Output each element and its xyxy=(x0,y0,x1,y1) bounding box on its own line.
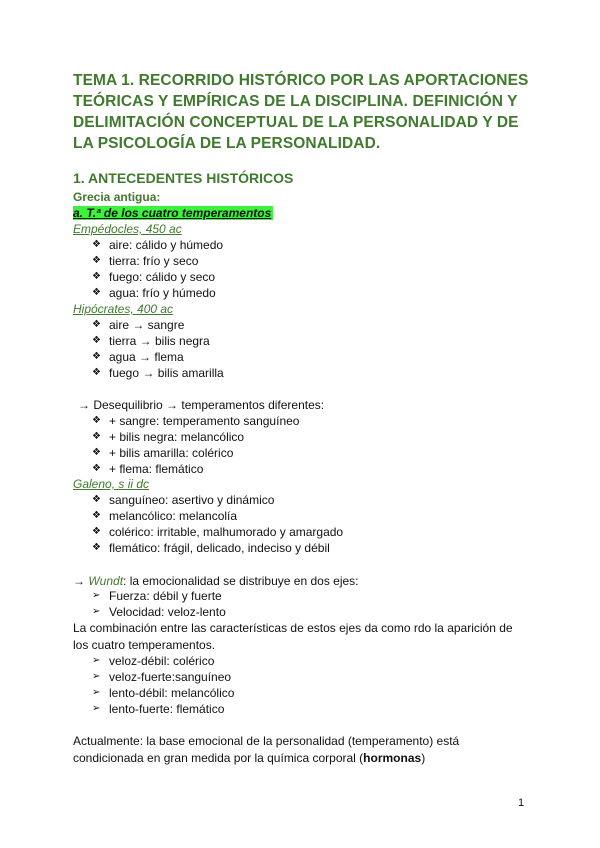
diamond-bullet-icon: ❖ xyxy=(92,415,101,426)
subheading: Grecia antigua: xyxy=(73,190,161,204)
arrowhead-bullet-icon: ➢ xyxy=(92,606,101,617)
list-item: ❖ fuego: cálido y seco xyxy=(92,270,216,284)
diamond-bullet-icon: ❖ xyxy=(92,271,101,282)
wundt-name: Wundt xyxy=(88,574,124,588)
list-item: ❖ tierra: frío y seco xyxy=(92,254,199,268)
empedocles-label: Empédocles, 450 ac xyxy=(73,222,182,236)
diamond-bullet-icon: ❖ xyxy=(92,319,101,330)
list-item: ❖ agua: frío y húmedo xyxy=(92,286,216,300)
diamond-bullet-icon: ❖ xyxy=(92,351,101,362)
list-item: ➢ veloz-fuerte:sanguíneo xyxy=(92,670,232,684)
arrowhead-bullet-icon: ➢ xyxy=(92,687,101,698)
diamond-bullet-icon: ❖ xyxy=(92,447,101,458)
empedocles-list xyxy=(92,237,223,301)
diamond-bullet-icon: ❖ xyxy=(92,239,101,250)
list-item: ❖ aire: cálido y húmedo xyxy=(92,238,224,252)
list-item: ❖ melancólico: melancolía xyxy=(92,509,238,523)
diamond-bullet-icon: ❖ xyxy=(92,335,101,346)
page-title: TEMA 1. RECORRIDO HISTÓRICO POR LAS APORTACIONES TEÓRICAS Y EMPÍRICAS DE LA DISCIPLINA. DEFINICIÓN Y DELIMITACIÓN CONCEPTUAL DE LA PERSONALIDAD Y DE LA PSICOLOGÍA DE LA PERSONALIDAD. xyxy=(73,72,529,152)
hormonas-bold: hormonas xyxy=(363,751,422,765)
diamond-bullet-icon: ❖ xyxy=(92,542,101,553)
list-item: ➢ Velocidad: veloz-lento xyxy=(92,605,226,619)
list-item: ➢ veloz-débil: colérico xyxy=(92,654,215,668)
combination-paragraph: La combinación entre las características de estos ejes da como rdo la aparición de los cuatro temperamentos. xyxy=(73,621,513,652)
diamond-bullet-icon: ❖ xyxy=(92,287,101,298)
arrowhead-bullet-icon: ➢ xyxy=(92,671,101,682)
list-item: ❖ + bilis negra: melancólico xyxy=(92,430,245,444)
arrowhead-bullet-icon: ➢ xyxy=(92,590,101,601)
galeno-label: Galeno, s ii dc xyxy=(73,477,150,491)
arrowhead-bullet-icon: ➢ xyxy=(92,703,101,714)
list-item: ❖ colérico: irritable, malhumorado y amargado xyxy=(92,525,344,539)
list-item: ❖ fuego → bilis amarilla xyxy=(92,366,224,380)
diamond-bullet-icon: ❖ xyxy=(92,510,101,521)
diamond-bullet-icon: ❖ xyxy=(92,463,101,474)
diamond-bullet-icon: ❖ xyxy=(92,367,101,378)
list-item: ❖ aire → sangre xyxy=(92,318,185,332)
diamond-bullet-icon: ❖ xyxy=(92,431,101,442)
galeno-list xyxy=(92,492,343,556)
diamond-bullet-icon: ❖ xyxy=(92,526,101,537)
diamond-bullet-icon: ❖ xyxy=(92,494,101,505)
list-item: ❖ tierra → bilis negra xyxy=(92,334,210,348)
desequilibrio-line: → Desequilibrio → temperamentos diferentes: xyxy=(78,398,325,412)
highlighted-heading: a. T.ª de los cuatro temperamentos xyxy=(73,206,272,220)
diamond-bullet-icon: ❖ xyxy=(92,255,101,266)
actualmente-paragraph: Actualmente: la base emocional de la personalidad (temperamento) está condicionada en gran medida por la química corporal (hormonas) xyxy=(73,734,460,765)
list-item: ❖ + bilis amarilla: colérico xyxy=(92,446,234,460)
list-item: ➢ Fuerza: débil y fuerte xyxy=(92,589,222,603)
wundt-axes-list xyxy=(92,588,226,620)
list-item: ❖ + flema: flemático xyxy=(92,462,204,476)
section-heading: 1. ANTECEDENTES HISTÓRICOS xyxy=(73,170,294,186)
hipocrates-list xyxy=(92,317,224,381)
arrowhead-bullet-icon: ➢ xyxy=(92,655,101,666)
wundt-line: → Wundt: la emocionalidad se distribuye en dos ejes: xyxy=(73,574,359,588)
list-item: ❖ + sangre: temperamento sanguíneo xyxy=(92,414,300,428)
wundt-combos-list xyxy=(92,653,234,717)
list-item: ➢ lento-débil: melancólico xyxy=(92,686,235,700)
hipocrates-label: Hipócrates, 400 ac xyxy=(73,302,174,316)
list-item: ➢ lento-fuerte: flemático xyxy=(92,702,225,716)
page-number: 1 xyxy=(518,797,525,809)
list-item: ❖ flemático: frágil, delicado, indeciso y débil xyxy=(92,541,330,555)
list-item: ❖ sanguíneo: asertivo y dinámico xyxy=(92,493,275,507)
list-item: ❖ agua → flema xyxy=(92,350,184,364)
desequilibrio-list xyxy=(92,413,299,477)
